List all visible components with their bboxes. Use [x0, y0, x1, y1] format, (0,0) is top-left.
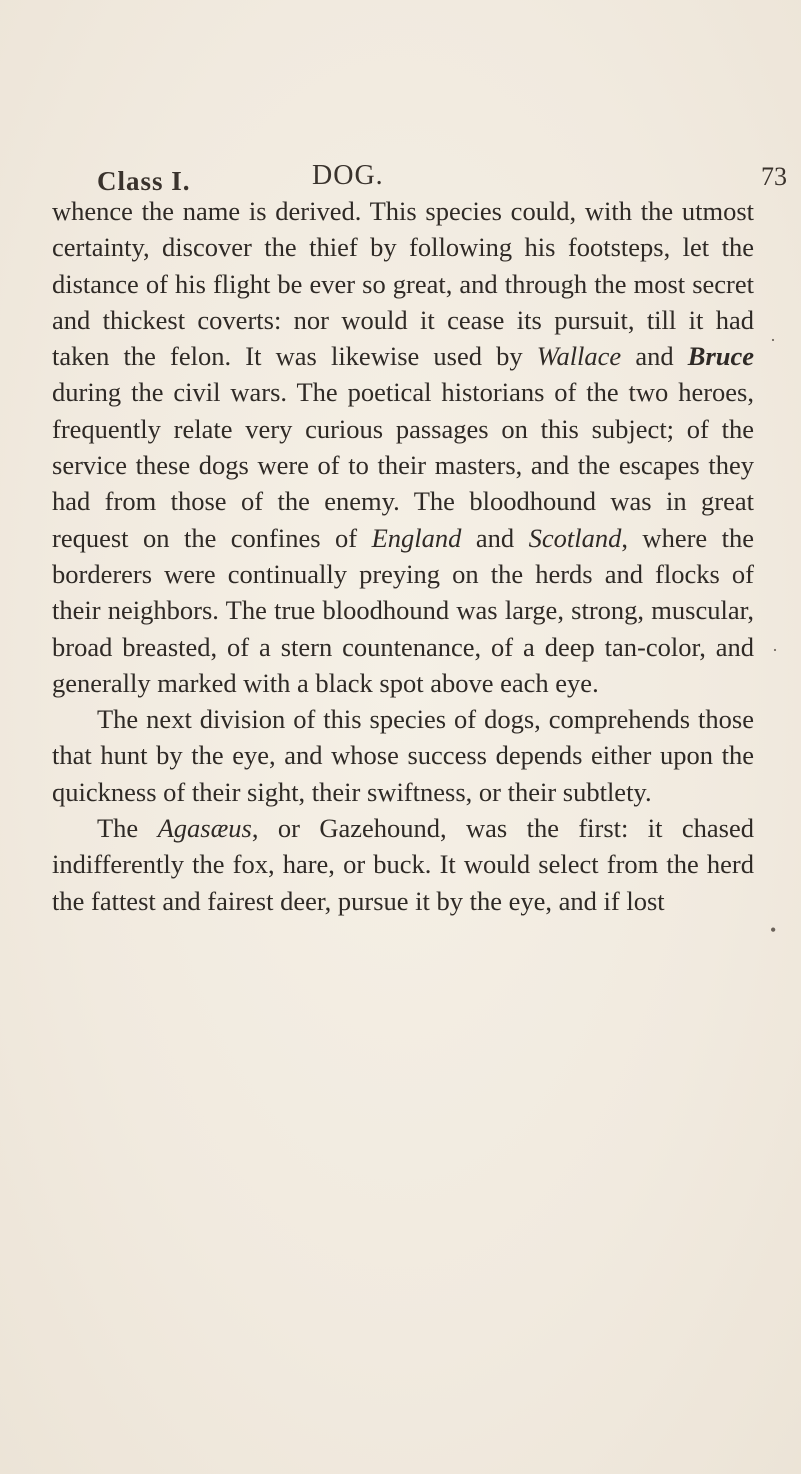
text-run: during the civil wars. The poetical historians of the two heroes, frequently relate very curious passages on this subject; of the service these dogs were of to their masters, and the escapes they had from those of the enemy. The bloodhound was in great request on the confines of	[52, 377, 754, 553]
italic-name-bruce: Bruce	[687, 341, 755, 372]
header-title: DOG.	[312, 160, 384, 191]
italic-place-england: England	[371, 522, 462, 553]
text-run: , where the borderers were continually preying on the herds and flocks of their neighbors. The true bloodhound was large, strong, muscular, broad breasted, of a stern countenance, of a deep tan-color, and generally marked with a black spot above each eye.	[52, 522, 755, 698]
page-speck: ·	[772, 640, 778, 660]
text-run: The	[97, 813, 158, 844]
body-text	[52, 193, 754, 919]
page-speck: ·	[770, 330, 776, 350]
italic-name-wallace: Wallace	[536, 341, 622, 372]
text-run: and	[621, 341, 688, 372]
paragraph-gazehound	[52, 810, 754, 919]
page-number: 73	[761, 162, 787, 191]
italic-term-agasaeus: Agasæus	[157, 813, 252, 844]
italic-place-scotland: Scotland	[528, 522, 622, 553]
paragraph-sight-dogs	[52, 701, 754, 810]
header-class-label: Class I.	[97, 166, 191, 196]
page-speck: •	[770, 920, 777, 940]
paragraph-bloodhound	[52, 193, 754, 701]
text-run: The next division of this species of dogs, comprehends those that hunt by the eye, and whose success depends either upon the quickness of their sight, their swiftness, or their subtlety.	[52, 704, 754, 807]
text-run: whence the name is derived. This species could, with the utmost certainty, discover the thief by following his footsteps, let the distance of his flight be ever so great, and through the most secret and thickest coverts: nor would it cease its pursuit, till it had taken the felon. It was likewise used by	[52, 196, 754, 372]
text-run: , or Gazehound, was the first: it chased indifferently the fox, hare, or buck. It would select from the herd the fattest and fairest deer, pursue it by the eye, and if lost	[52, 813, 754, 916]
text-run: and	[461, 522, 529, 553]
